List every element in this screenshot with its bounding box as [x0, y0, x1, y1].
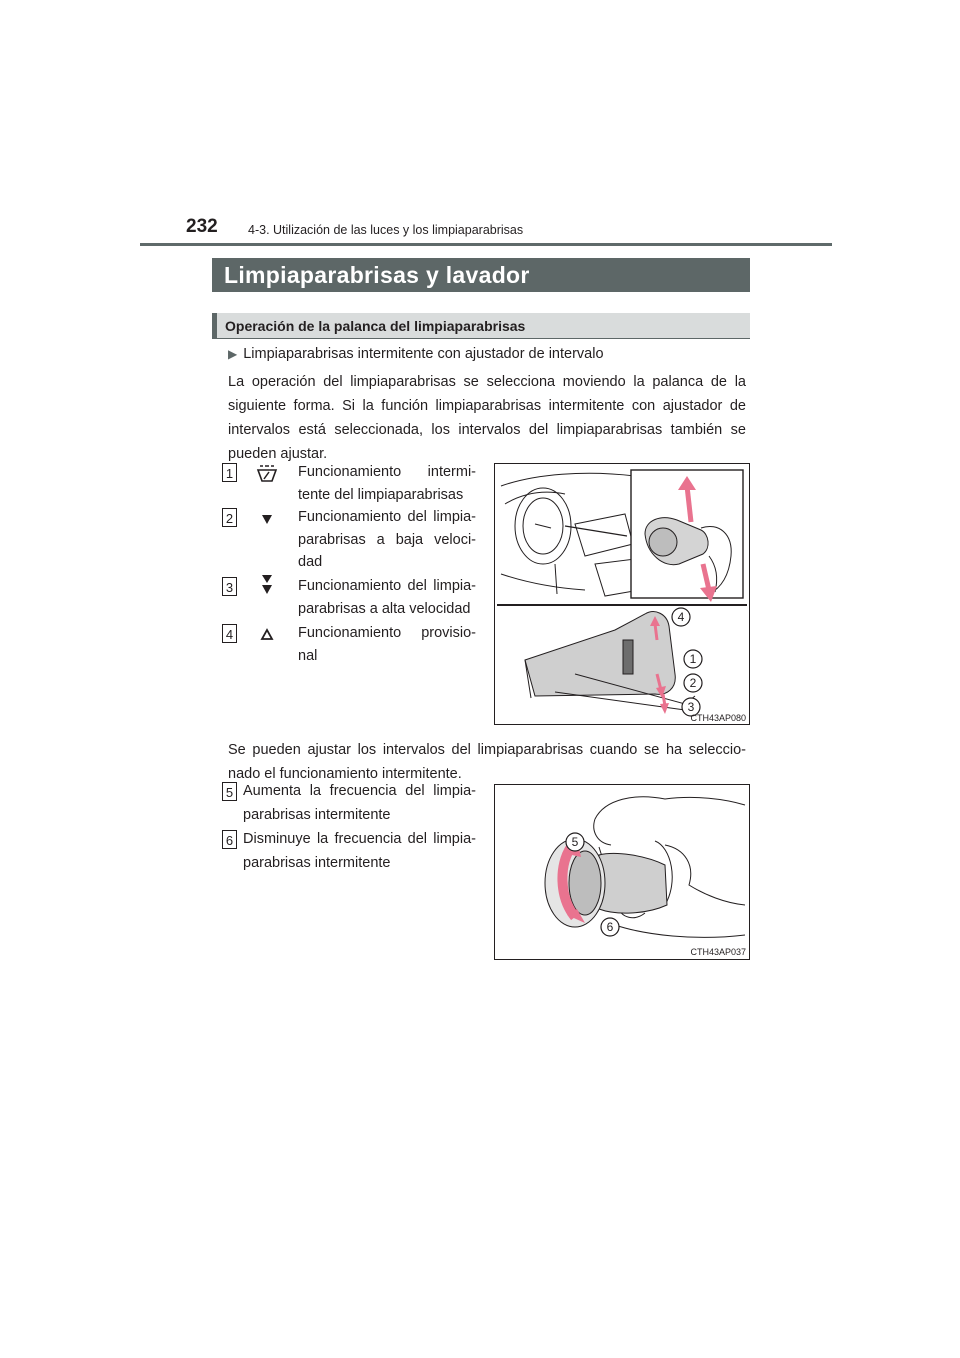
figure-wiper-lever-illustration	[495, 464, 749, 724]
item-number-6: 6	[222, 830, 237, 849]
item-number-2: 2	[222, 508, 237, 527]
item-number-1: 1	[222, 463, 237, 482]
item-number-5: 5	[222, 782, 237, 801]
subtitle: Operación de la palanca del limpiaparabrisas	[225, 318, 526, 334]
subtitle-accent	[212, 313, 217, 338]
page-title: Limpiaparabrisas y lavador	[224, 262, 530, 288]
callout-4: 4	[677, 610, 685, 624]
item-text-2: Funcionamiento del limpia-parabrisas a baja veloci-dad	[298, 509, 476, 570]
mist-outline-triangle-icon	[255, 625, 279, 647]
item-text-4: Funcionamiento provisio-nal	[298, 625, 476, 664]
item-text-1: Funcionamiento intermi-tente del limpiaparabrisas	[298, 464, 476, 503]
item-number-3: 3	[222, 577, 237, 596]
callout-3: 3	[687, 700, 695, 714]
item-text-5: Aumenta la frecuencia del limpia-parabrisas intermitente	[243, 783, 476, 823]
intro-paragraph: La operación del limpiaparabrisas se selecciona moviendo la palanca de la siguiente forma. Si la función limpiaparabrisas intermitente con ajustador de intervalos está seleccionada, los intervalos del limpiaparabrisas también se pueden ajustar.	[228, 374, 746, 462]
figure-code-2: CTH43AP037	[690, 947, 746, 957]
header-rule	[140, 243, 832, 246]
section-path: 4-3. Utilización de las luces y los limpiaparabrisas	[248, 223, 524, 237]
callout-1: 1	[689, 652, 697, 666]
bullet-arrow-icon: ▶	[228, 347, 238, 361]
figure-interval-ring	[494, 784, 750, 960]
figure-wiper-lever	[494, 463, 750, 725]
item-number-4: 4	[222, 624, 237, 643]
callout-5: 5	[571, 835, 579, 849]
bullet-text: Limpiaparabrisas intermitente con ajustador de intervalo	[243, 346, 604, 362]
callout-6: 6	[606, 920, 614, 934]
intermittent-wiper-icon	[255, 462, 279, 484]
figure-code-1: CTH43AP080	[690, 713, 746, 723]
page-number: 232	[186, 216, 218, 237]
callout-2: 2	[689, 676, 697, 690]
bullet-line	[228, 346, 604, 362]
item-text-3: Funcionamiento del limpia-parabrisas a alta velocidad	[298, 578, 476, 617]
figure-interval-ring-illustration	[495, 785, 749, 959]
subtitle-bar	[212, 313, 750, 339]
low-speed-triangle-icon	[255, 510, 279, 532]
high-speed-double-triangle-icon	[255, 574, 279, 596]
item-text-6: Disminuye la frecuencia del limpia-parabrisas intermitente	[243, 831, 476, 871]
interval-note: Se pueden ajustar los intervalos del limpiaparabrisas cuando se ha seleccio-nado el funcionamiento intermitente.	[228, 742, 746, 782]
title-bar	[212, 258, 750, 292]
